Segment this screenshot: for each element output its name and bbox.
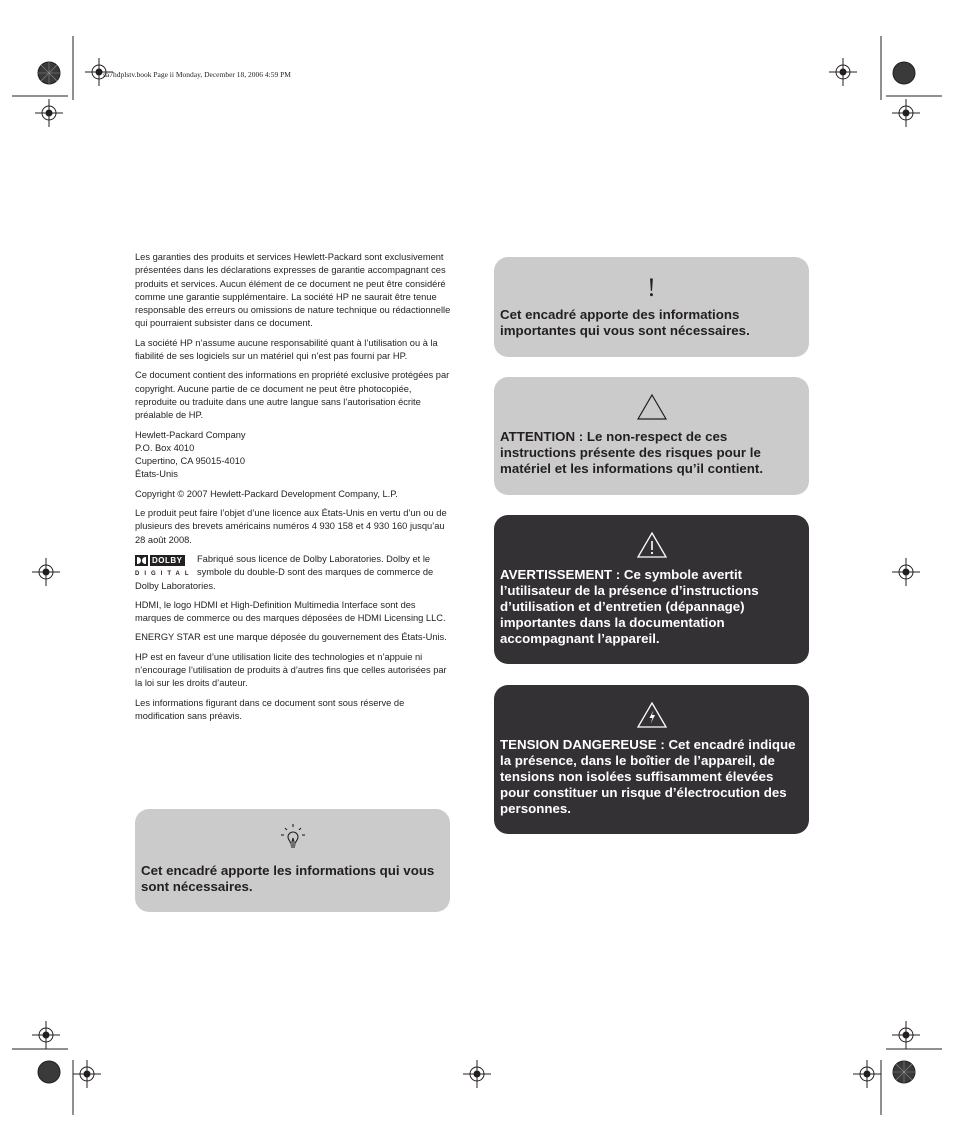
patent-license-paragraph: Le produit peut faire l’objet d’une licence aux États-Unis en vertu d’un ou de plusieurs des brevets américains numéros 4 930 158 et 4 930 160 jusqu’au 28 août 2008.	[135, 508, 447, 545]
warning-text: AVERTISSEMENT : Ce symbole avertit l’utilisateur de la présence d’instructions d’utilisation et d’entretien (dépannage) importantes dans la documentation accompagnant l’appareil.	[500, 567, 759, 646]
dolby-paragraph	[135, 553, 451, 593]
triangle-outline-icon	[636, 393, 668, 421]
notice-paragraph: Les informations figurant dans ce document sont sous réserve de modification sans préavis.	[135, 697, 405, 721]
tip-box	[135, 809, 450, 912]
voltage-text: TENSION DANGEREUSE : Cet encadré indique la présence, dans le boîtier de l’appareil, de tensions non isolées suffisamment élevées pour constituer un risque d’électrocution des personnes.	[500, 737, 796, 816]
lightbulb-icon	[278, 823, 308, 853]
dolby-digital-logo	[135, 555, 194, 579]
warning-triangle-icon	[636, 531, 668, 559]
address-line: Cupertino, CA 95015-4010	[135, 456, 246, 467]
copyright-line: Copyright © 2007 Hewlett-Packard Development Company, L.P.	[135, 488, 398, 499]
registration-target-icon	[73, 1060, 101, 1088]
legal-notice-column	[135, 251, 451, 729]
address-line: États-Unis	[135, 469, 178, 480]
important-box	[494, 257, 809, 357]
registration-disc-icon	[892, 61, 916, 85]
double-d-icon	[135, 555, 148, 566]
registration-disc-icon	[37, 1060, 61, 1084]
warranty-paragraph: Les garanties des produits et services Hewlett-Packard sont exclusivement présentées dans les déclarations expresses de garantie accompagnant ces produits et services. Aucun élément de ce document ne peut être considéré comme une garantie supplémentaire. La société HP ne saurait être tenue responsable des erreurs ou omissions de nature technique ou rédactionnelle qui pourraient subsister dans ce document.	[135, 252, 451, 329]
book-page-header: sa7hdplstv.book Page ii Monday, December 18, 2006 4:59 PM	[103, 70, 291, 79]
registration-target-icon	[32, 1021, 60, 1049]
registration-disc-icon	[892, 1060, 916, 1084]
registration-disc-icon	[37, 61, 61, 85]
registration-target-icon	[32, 558, 60, 586]
important-text: Cet encadré apporte des informations importantes qui vous sont nécessaires.	[500, 307, 750, 338]
registration-target-icon	[35, 99, 63, 127]
dolby-logo-word: DOLBY	[152, 555, 183, 565]
hdmi-paragraph: HDMI, le logo HDMI et High-Definition Multimedia Interface sont des marques de commerce ou des marques déposées de HDMI Licensing LLC.	[135, 599, 446, 624]
address-line: Hewlett-Packard Company	[135, 429, 246, 440]
registration-target-icon	[463, 1060, 491, 1088]
attention-box	[494, 377, 809, 495]
copyright-protection-paragraph: Ce document contient des informations en propriété exclusive protégées par copyright. Aucune partie de ce document ne peut être photocopiée, reproduite ou traduite dans une autre langue sans l’autorisation écrite préalable de HP.	[135, 370, 450, 421]
registration-target-icon	[892, 558, 920, 586]
dolby-text: Fabriqué sous licence de Dolby Laboratories. Dolby et le symbole du double-D sont des marques de commerce de Dolby Laboratories.	[135, 553, 434, 591]
fair-use-paragraph: HP est en faveur d’une utilisation licite des technologies et n’appuie ni n’encourage l’utilisation de produits à d’autres fins que celles autorisées par la loi sur les droits d’auteur.	[135, 651, 447, 689]
energy-star-paragraph: ENERGY STAR est une marque déposée du gouvernement des États-Unis.	[135, 632, 447, 643]
dolby-logo-digital: DIGITAL	[135, 570, 194, 577]
warning-box	[494, 515, 809, 664]
tip-text: Cet encadré apporte les informations qui vous sont nécessaires.	[141, 863, 435, 894]
exclamation-icon: !	[647, 273, 656, 302]
high-voltage-icon	[636, 701, 668, 729]
registration-target-icon	[853, 1060, 881, 1088]
registration-target-icon	[892, 99, 920, 127]
company-address	[135, 429, 451, 482]
software-liability-paragraph: La société HP n’assume aucune responsabilité quant à l’utilisation ou à la fiabilité de ses logiciels sur un matériel qui n’est pas fourni par HP.	[135, 337, 438, 362]
registration-target-icon	[829, 58, 857, 86]
voltage-box	[494, 685, 809, 834]
attention-text: ATTENTION : Le non-respect de ces instructions présente des risques pour le matériel et les informations qu’il contient.	[500, 429, 764, 476]
address-line: P.O. Box 4010	[135, 442, 195, 453]
registration-target-icon	[892, 1021, 920, 1049]
